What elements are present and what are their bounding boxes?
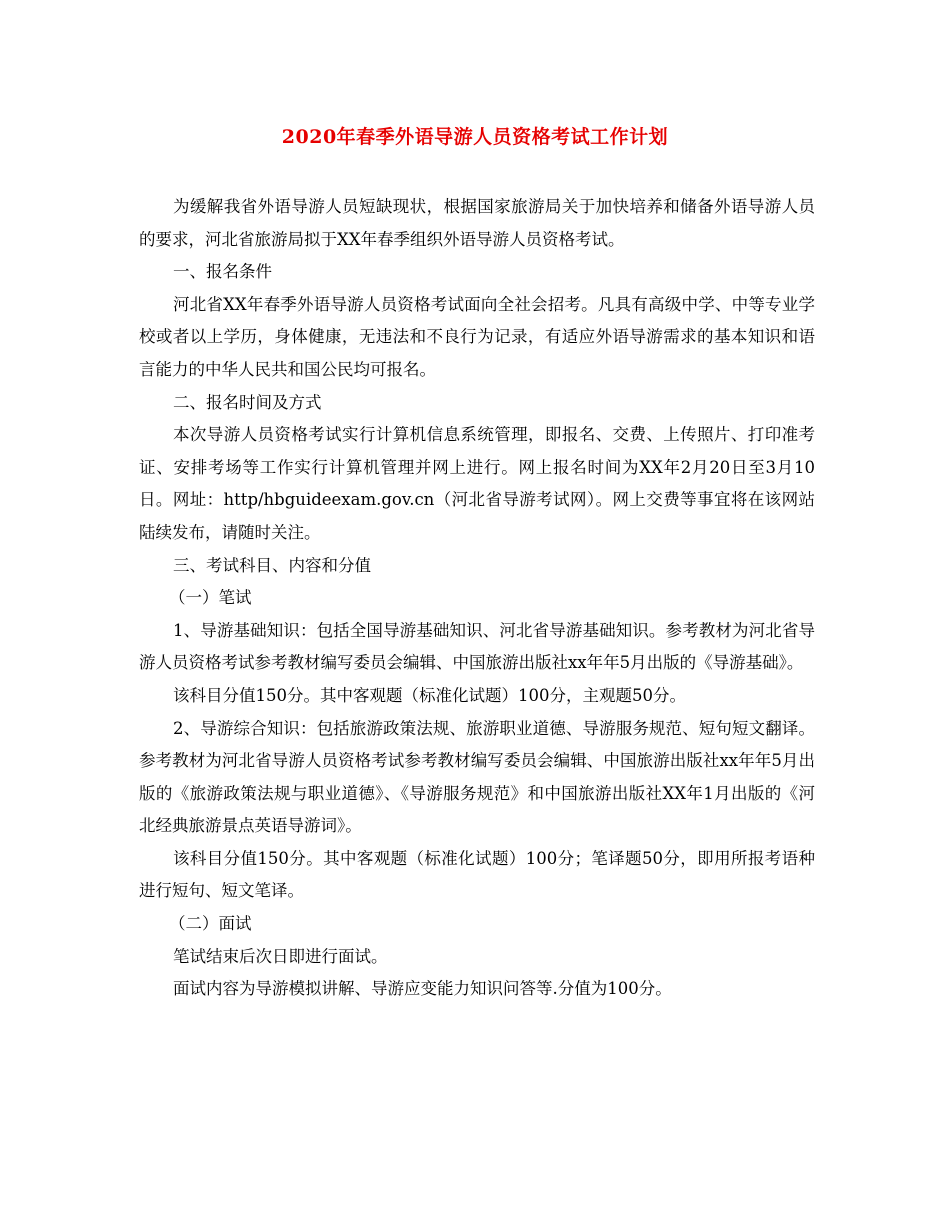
document-title: 2020年春季外语导游人员资格考试工作计划 [281, 126, 669, 148]
subject-1-paragraph: 1、导游基础知识：包括全国导游基础知识、河北省导游基础知识。参考教材为河北省导游人员资格考试参考教材编写委员会编辑、中国旅游出版社xx年年5月出版的《导游基础》。 [139, 620, 815, 673]
section-heading-registration-conditions: 一、报名条件 [173, 262, 272, 282]
interview-content-paragraph: 面试内容为导游模拟讲解、导游应变能力知识问答等.分值为100分。 [173, 979, 672, 999]
interview-timing-paragraph: 笔试结束后次日即进行面试。 [173, 946, 388, 966]
subject-2-score-paragraph: 该科目分值150分。其中客观题（标准化试题）100分；笔译题50分，即用所报考语种进行短句、短文笔译。 [139, 848, 815, 901]
subject-2-paragraph: 2、导游综合知识：包括旅游政策法规、旅游职业道德、导游服务规范、短句短文翻译。参考教材为河北省导游人员资格考试参考教材编写委员会编辑、中国旅游出版社xx年年5月出版的《旅游政策法规与职业道德》、《导游服务规范》和中国旅游出版社XX年1月出版的《河北经典旅游景点英语导游词》。 [139, 718, 815, 836]
registration-conditions-paragraph: 河北省XX年春季外语导游人员资格考试面向全社会招考。凡具有高级中学、中等专业学校或者以上学历，身体健康，无违法和不良行为记录，有适应外语导游需求的基本知识和语言能力的中华人民共和国公民均可报名。 [139, 294, 815, 379]
section-heading-exam-subjects: 三、考试科目、内容和分值 [173, 555, 371, 575]
registration-time-paragraph: 本次导游人员资格考试实行计算机信息系统管理，即报名、交费、上传照片、打印准考证、安排考场等工作实行计算机管理并网上进行。网上报名时间为XX年2月20日至3月10日。网址：http/hbguideexam.gov.cn（河北省导游考试网）。网上交费等事宜将在该网站陆续发布，请随时关注。 [139, 425, 815, 542]
subheading-interview: （二）面试 [169, 914, 252, 934]
document-body [139, 191, 815, 1006]
subheading-written-exam: （一）笔试 [169, 588, 252, 608]
section-heading-registration-time: 二、报名时间及方式 [173, 392, 322, 412]
subject-1-score-paragraph: 该科目分值150分。其中客观题（标准化试题）100分，主观题50分。 [173, 685, 686, 705]
intro-paragraph: 为缓解我省外语导游人员短缺现状，根据国家旅游局关于加快培养和储备外语导游人员的要求，河北省旅游局拟于XX年春季组织外语导游人员资格考试。 [139, 197, 815, 249]
